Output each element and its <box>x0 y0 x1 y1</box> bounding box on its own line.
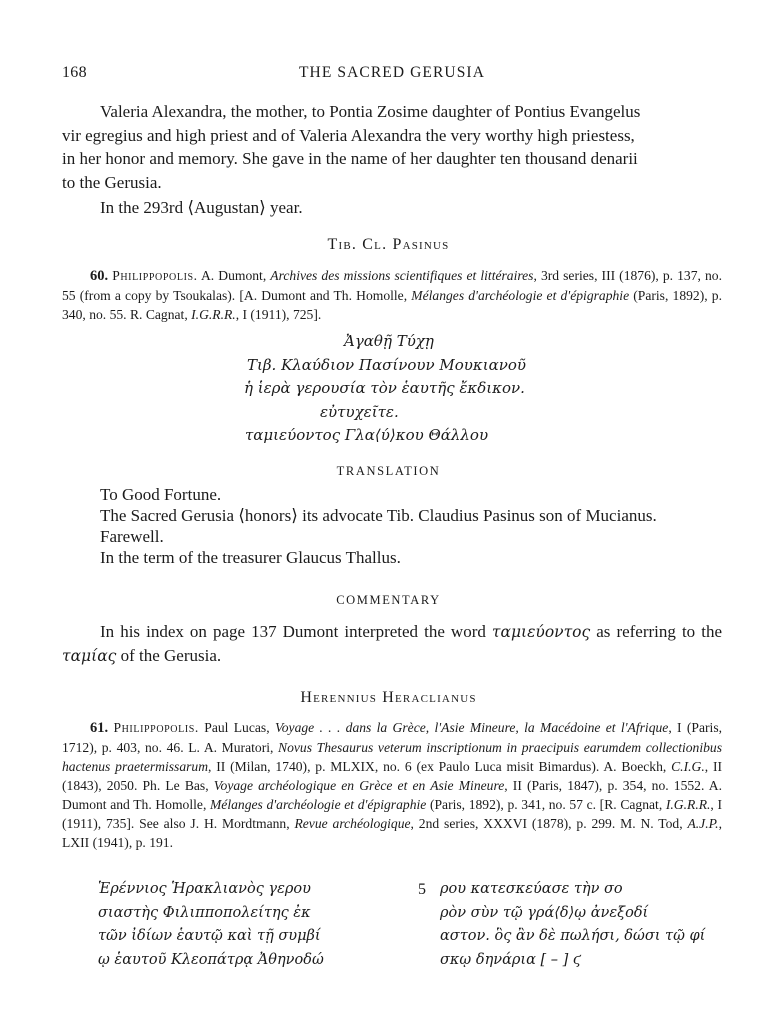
section-heading-pasinus: Tib. Cl. Pasinus <box>327 236 450 253</box>
entry-place: Philippopolis. <box>113 720 199 735</box>
citation-title: Mélanges d'archéologie et d'épigraphie <box>209 797 427 812</box>
greek-line: σιαστὴς Φιλιπποπολείτης ἐκ <box>98 904 311 921</box>
greek-line: τῶν ἰδίων ἑαυτῷ καὶ τῇ συμβί <box>98 928 321 944</box>
citation-title: Archives des missions scientifiques et littéraires <box>270 268 534 283</box>
translation-heading: TRANSLATION <box>336 464 441 478</box>
commentary-60 <box>62 620 722 668</box>
greek-inscription-60 <box>0 330 777 448</box>
citation-title: A.J.P. <box>687 816 719 831</box>
section-heading-heraclianus: Herennius Heraclianus <box>300 689 477 706</box>
year-line: In the 293rd ⟨Augustan⟩ year. <box>100 198 303 217</box>
citation-text: (Paris, 1892), p. 341, no. 57 c. [R. Cagnat, <box>426 797 666 812</box>
translation-line: Farewell. <box>100 527 164 546</box>
translation-line: To Good Fortune. <box>100 485 222 504</box>
greek-line: ρου κατεσκεύασε τὴν σο <box>440 881 623 897</box>
citation-text: Paul Lucas, <box>204 720 275 735</box>
commentary-greek: ταμίας <box>62 647 117 665</box>
citation-text: , I (1911), 735]. See also J. H. Mordtmann, <box>62 797 722 831</box>
greek-line: ταμιεύοντος Γλα⟨ύ⟩κου Θάλλου <box>245 426 489 444</box>
citation-text: (Paris, 1892), p. 340, no. 55. R. Cagnat, <box>62 288 722 322</box>
citation-title: C.I.G. <box>671 759 705 774</box>
citation-text: , 3rd series, III (1876), p. 137, no. 55 (from a copy by Tsoukalas). [A. Dumont and Th. Homolle, <box>62 268 722 303</box>
page-number: 168 <box>62 64 87 81</box>
citation-text: A. Dumont, <box>200 268 271 283</box>
citation-text: , I (1911), 725]. <box>235 307 322 322</box>
entry-61-citation <box>62 718 722 852</box>
citation-text: , LXII (1941), p. 191. <box>62 816 722 850</box>
translation-continuation <box>62 100 730 220</box>
citation-title: Voyage archéologique en Grèce et en Asie Mineure <box>213 778 505 793</box>
text-line: vir egregius and high priest and of Valeria Alexandra the very worthy high priestess, <box>62 125 635 145</box>
citation-text: , I (Paris, 1712), p. 403, no. 46. L. A. Muratori, <box>62 720 723 755</box>
citation-text: , 2nd series, XXXVI (1878), p. 299. M. N. Tod, <box>410 816 688 831</box>
citation-title: Voyage . . . dans la Grèce, l'Asie Mineure, la Macédoine et l'Afrique <box>274 720 669 735</box>
text-line: Valeria Alexandra, the mother, to Pontia Zosime daughter of Pontius Evangelus <box>100 102 641 121</box>
greek-line: εὐτυχεῖτε. <box>320 402 399 421</box>
greek-line: ἡ ἱερὰ γερουσία τὸν ἑαυτῆς ἔκδικον. <box>244 379 525 397</box>
entry-60-citation <box>62 266 722 324</box>
translation-line: In the term of the treasurer Glaucus Thallus. <box>100 548 401 567</box>
citation-text: , II (Paris, 1847), p. 354, no. 1552. A. Dumont and Th. Homolle, <box>62 778 722 812</box>
greek-line: ρὸν σὺν τῷ γρά⟨δ⟩ῳ ἀνεξοδί <box>440 904 649 921</box>
inscription-column-left <box>98 878 324 972</box>
translation-60 <box>100 484 730 568</box>
citation-title: I.G.R.R. <box>665 797 711 812</box>
citation-title: Novus Thesaurus veterum inscriptionum in praecipuis earumdem collectionibus hactenus praetermissarum <box>62 740 722 774</box>
commentary-text: as referring to the <box>590 622 722 641</box>
inscription-column-right <box>440 878 705 972</box>
inscription-line-number: 5 <box>418 881 426 898</box>
citation-title: Mélanges d'archéologie et d'épigraphie <box>411 288 630 303</box>
citation-text: , II (1843), 2050. Ph. Le Bas, <box>62 759 722 793</box>
commentary-greek: ταμιεύοντος <box>491 623 591 641</box>
page-header <box>62 64 722 88</box>
commentary-text: of the Gerusia. <box>116 646 222 665</box>
greek-line: αστον. ὃς ἂν δὲ πωλήσι, δώσι τῷ φί <box>440 928 706 944</box>
entry-number: 61. <box>90 720 109 736</box>
citation-title: I.G.R.R. <box>191 307 236 322</box>
entry-place: Philippopolis. <box>112 268 198 283</box>
greek-line: Ἀγαθῇ Τύχῃ <box>344 332 434 350</box>
greek-line: Τιβ. Κλαύδιον Πασίνουν Μουκιανοῦ <box>247 355 526 374</box>
greek-line: σκῳ δηνάρια [ – ] ϛ <box>440 951 581 968</box>
citation-title: Revue archéologique <box>294 816 411 831</box>
greek-line: Ἑρέννιος Ἡρακλιανὸς γερου <box>98 881 311 897</box>
commentary-text: In his index on page 137 Dumont interpreted the word <box>100 622 492 641</box>
citation-text: , II (Milan, 1740), p. MLXIX, no. 6 (ex Paulo Luca misit Bimardus). A. Boeckh, <box>208 759 672 774</box>
entry-number: 60. <box>90 268 109 284</box>
greek-inscription-61 <box>0 878 777 978</box>
running-title: THE SACRED GERUSIA <box>298 64 485 81</box>
text-line: to the Gerusia. <box>62 172 162 192</box>
commentary-heading: COMMENTARY <box>336 593 441 607</box>
greek-line: ῳ ἑαυτοῦ Κλεοπάτρᾳ Ἀθηνοδώ <box>98 951 324 968</box>
text-line: in her honor and memory. She gave in the name of her daughter ten thousand denarii <box>62 149 638 168</box>
translation-line: The Sacred Gerusia ⟨honors⟩ its advocate Tib. Claudius Pasinus son of Mucianus. <box>100 506 657 525</box>
